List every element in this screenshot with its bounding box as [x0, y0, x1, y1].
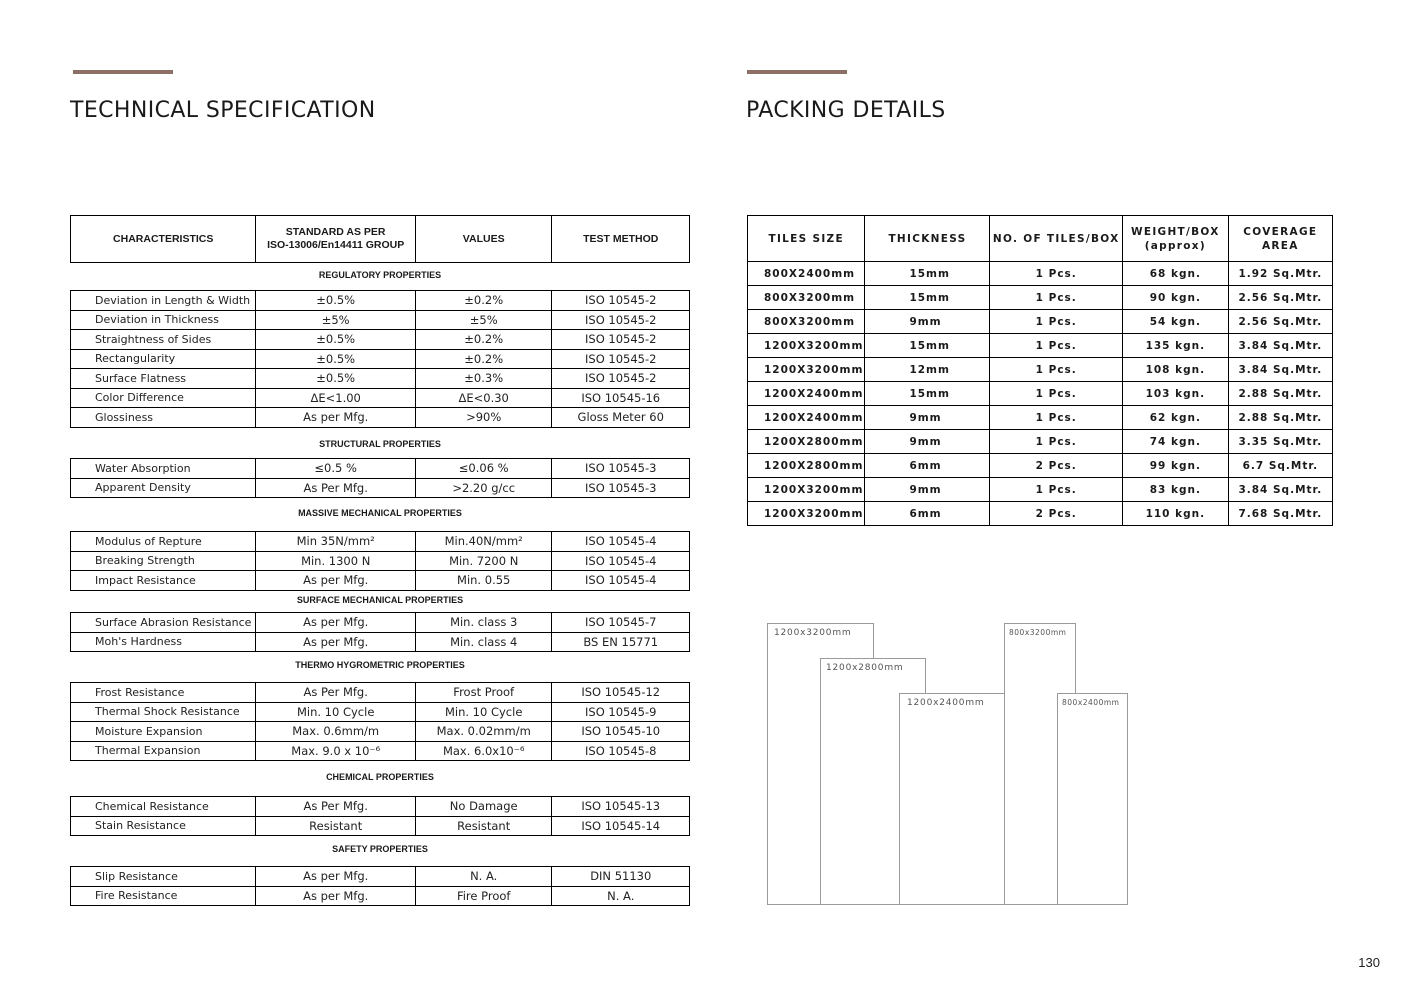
spec-cell: ≤0.5 %: [256, 459, 415, 478]
packing-cell: 9mm: [865, 310, 990, 334]
packing-cell: 1200X3200mm: [748, 502, 865, 526]
packing-cell: 1200X3200mm: [748, 334, 865, 358]
packing-header-cell: TILES SIZE: [748, 216, 865, 262]
packing-header-cell: THICKNESS: [865, 216, 990, 262]
spec-cell: ISO 10545-3: [585, 461, 657, 476]
spec-cell: Impact Resistance: [71, 571, 256, 590]
spec-header-cell: TEST METHOD: [583, 232, 659, 245]
spec-cell: >90%: [416, 408, 553, 427]
packing-cell: 9mm: [865, 430, 990, 454]
spec-cell: Breaking Strength: [71, 552, 256, 571]
table-row: [71, 633, 689, 653]
spec-cell: Surface Abrasion Resistance: [71, 613, 256, 632]
table-row: [748, 430, 1333, 454]
spec-cell: ±0.2%: [416, 350, 553, 369]
table-row: [71, 867, 689, 887]
table-row: [748, 310, 1333, 334]
packing-cell: 99 kgn.: [1123, 454, 1229, 478]
spec-cell: Gloss Meter 60: [577, 410, 664, 425]
spec-header-cell: CHARACTERISTICS: [71, 216, 256, 262]
table-row: [748, 382, 1333, 406]
spec-cell: Slip Resistance: [71, 867, 256, 886]
tile-label: 1200x3200mm: [774, 628, 852, 638]
packing-cell: 2.56 Sq.Mtr.: [1228, 286, 1332, 310]
packing-cell: 12mm: [865, 358, 990, 382]
spec-cell: Color Difference: [71, 389, 256, 408]
spec-header-cell: VALUES: [416, 216, 553, 262]
spec-cell: ISO 10545-13: [581, 799, 661, 814]
spec-cell: ISO 10545-2: [585, 371, 657, 386]
table-row: [71, 350, 689, 370]
spec-cell: Frost Resistance: [71, 683, 256, 702]
packing-cell: 1 Pcs.: [990, 382, 1123, 406]
spec-cell: Moh's Hardness: [71, 633, 256, 652]
table-row: [748, 334, 1333, 358]
table-row: [748, 502, 1333, 526]
packing-cell: 800X3200mm: [748, 286, 865, 310]
spec-cell: ISO 10545-9: [585, 704, 657, 719]
spec-cell: ±5%: [256, 311, 415, 330]
spec-cell: As per Mfg.: [256, 887, 415, 906]
spec-cell: ±0.5%: [256, 369, 415, 388]
packing-cell: 7.68 Sq.Mtr.: [1228, 502, 1332, 526]
packing-cell: 6mm: [865, 502, 990, 526]
spec-cell: ISO 10545-4: [585, 534, 657, 549]
spec-cell: Max. 6.0x10⁻⁶: [416, 742, 553, 761]
table-row: [71, 703, 689, 723]
packing-cell: 68 kgn.: [1123, 262, 1229, 286]
packing-cell: 2.88 Sq.Mtr.: [1228, 382, 1332, 406]
spec-cell: Deviation in Thickness: [71, 311, 256, 330]
table-row: [71, 389, 689, 409]
spec-cell: Thermal Expansion: [71, 742, 256, 761]
table-row: [71, 311, 689, 331]
packing-cell: 1200X3200mm: [748, 358, 865, 382]
spec-cell: Min 35N/mm²: [256, 532, 415, 551]
spec-group-table: [70, 290, 690, 428]
table-row: [71, 330, 689, 350]
table-row: [71, 291, 689, 311]
packing-cell: 2 Pcs.: [990, 454, 1123, 478]
packing-cell: 2.88 Sq.Mtr.: [1228, 406, 1332, 430]
packing-body: [748, 262, 1333, 526]
packing-header-cell: NO. OF TILES/BOX: [990, 216, 1123, 262]
spec-cell: ISO 10545-2: [585, 332, 657, 347]
spec-cell: ±0.5%: [256, 330, 415, 349]
table-row: [71, 479, 689, 499]
tile-label: 1200x2400mm: [907, 698, 985, 708]
packing-cell: 9mm: [865, 406, 990, 430]
spec-cell: ISO 10545-4: [585, 553, 657, 568]
packing-cell: 1 Pcs.: [990, 478, 1123, 502]
spec-cell: Straightness of Sides: [71, 330, 256, 349]
spec-cell: ISO 10545-2: [585, 351, 657, 366]
spec-cell: ΔE<0.30: [416, 389, 553, 408]
packing-cell: 62 kgn.: [1123, 406, 1229, 430]
packing-cell: 54 kgn.: [1123, 310, 1229, 334]
spec-group-title: THERMO HYGROMETRIC PROPERTIES: [295, 660, 465, 670]
packing-cell: 110 kgn.: [1123, 502, 1229, 526]
spec-cell: As per Mfg.: [256, 633, 415, 652]
spec-cell: Min. 0.55: [416, 571, 553, 590]
table-row: [748, 286, 1333, 310]
spec-cell: No Damage: [416, 797, 553, 816]
table-row: [71, 742, 689, 762]
spec-cell: As per Mfg.: [256, 867, 415, 886]
spec-cell: ISO 10545-12: [581, 685, 661, 700]
tile-1200x2400: [899, 693, 1005, 905]
spec-cell: Glossiness: [71, 408, 256, 427]
spec-cell: ±0.3%: [416, 369, 553, 388]
spec-cell: ISO 10545-2: [585, 312, 657, 327]
spec-cell: N. A.: [607, 888, 635, 903]
packing-cell: 9mm: [865, 478, 990, 502]
spec-cell: As Per Mfg.: [256, 683, 415, 702]
page-number: 130: [1358, 955, 1380, 970]
tile-label: 1200x2800mm: [826, 663, 904, 673]
packing-cell: 3.84 Sq.Mtr.: [1228, 358, 1332, 382]
spec-cell: ≤0.06 %: [416, 459, 553, 478]
spec-group-table: [70, 866, 690, 906]
spec-cell: ±5%: [416, 311, 553, 330]
packing-header-cell: WEIGHT/BOX (approx): [1123, 216, 1229, 262]
packing-cell: 1 Pcs.: [990, 358, 1123, 382]
packing-cell: 15mm: [865, 286, 990, 310]
spec-cell: Min. class 3: [416, 613, 553, 632]
packing-cell: 1200X3200mm: [748, 478, 865, 502]
spec-cell: Thermal Shock Resistance: [71, 703, 256, 722]
spec-cell: ISO 10545-16: [581, 390, 661, 405]
table-row: [71, 408, 689, 428]
table-row: [71, 532, 689, 552]
spec-table-header: [70, 215, 690, 263]
spec-cell: As per Mfg.: [256, 408, 415, 427]
spec-cell: As per Mfg.: [256, 613, 415, 632]
tile-label: 800x3200mm: [1009, 628, 1067, 637]
table-row: [748, 358, 1333, 382]
table-row: [71, 459, 689, 479]
spec-cell: DIN 51130: [590, 869, 652, 884]
spec-header-cell: STANDARD AS PER ISO-13006/En14411 GROUP: [256, 216, 415, 262]
spec-group-title: SAFETY PROPERTIES: [332, 844, 428, 854]
packing-cell: 1200X2800mm: [748, 430, 865, 454]
spec-cell: ISO 10545-8: [585, 743, 657, 758]
packing-cell: 3.35 Sq.Mtr.: [1228, 430, 1332, 454]
packing-cell: 1 Pcs.: [990, 310, 1123, 334]
packing-cell: 15mm: [865, 262, 990, 286]
packing-cell: 103 kgn.: [1123, 382, 1229, 406]
spec-cell: BS EN 15771: [583, 634, 659, 649]
spec-cell: Fire Proof: [416, 887, 553, 906]
spec-cell: Max. 9.0 x 10⁻⁶: [256, 742, 415, 761]
spec-cell: ISO 10545-2: [585, 293, 657, 308]
table-row: [71, 887, 689, 907]
packing-cell: 83 kgn.: [1123, 478, 1229, 502]
spec-group-title: MASSIVE MECHANICAL PROPERTIES: [298, 508, 462, 518]
packing-cell: 1.92 Sq.Mtr.: [1228, 262, 1332, 286]
spec-cell: Min. 10 Cycle: [256, 703, 415, 722]
table-row: [71, 369, 689, 389]
spec-cell: Min. 1300 N: [256, 552, 415, 571]
spec-cell: N. A.: [416, 867, 553, 886]
spec-group-table: [70, 682, 690, 761]
spec-cell: Stain Resistance: [71, 817, 256, 836]
tile-label: 800x2400mm: [1062, 698, 1120, 707]
spec-cell: Min. 10 Cycle: [416, 703, 553, 722]
packing-cell: 15mm: [865, 382, 990, 406]
spec-group-title: SURFACE MECHANICAL PROPERTIES: [296, 595, 464, 605]
spec-cell: Resistant: [256, 817, 415, 836]
spec-cell: Min. 7200 N: [416, 552, 553, 571]
packing-cell: 1 Pcs.: [990, 262, 1123, 286]
packing-cell: 800X3200mm: [748, 310, 865, 334]
spec-cell: ISO 10545-7: [585, 615, 657, 630]
spec-cell: Surface Flatness: [71, 369, 256, 388]
spec-cell: Rectangularity: [71, 350, 256, 369]
spec-cell: Min. class 4: [416, 633, 553, 652]
spec-cell: Chemical Resistance: [71, 797, 256, 816]
packing-cell: 15mm: [865, 334, 990, 358]
table-row: [71, 552, 689, 572]
spec-group-table: [70, 531, 690, 591]
table-row: [748, 262, 1333, 286]
spec-cell: ±0.2%: [416, 330, 553, 349]
packing-cell: 6.7 Sq.Mtr.: [1228, 454, 1332, 478]
table-row: [71, 683, 689, 703]
table-row: [71, 797, 689, 817]
packing-cell: 90 kgn.: [1123, 286, 1229, 310]
table-row: [748, 478, 1333, 502]
table-row: [71, 571, 689, 591]
packing-cell: 1 Pcs.: [990, 406, 1123, 430]
table-row: [748, 406, 1333, 430]
packing-cell: 135 kgn.: [1123, 334, 1229, 358]
spec-cell: As per Mfg.: [256, 571, 415, 590]
packing-cell: 1 Pcs.: [990, 286, 1123, 310]
spec-cell: ISO 10545-14: [581, 818, 661, 833]
spec-cell: As Per Mfg.: [256, 797, 415, 816]
spec-cell: Min.40N/mm²: [416, 532, 553, 551]
packing-cell: 108 kgn.: [1123, 358, 1229, 382]
table-row: [71, 817, 689, 837]
spec-title: TECHNICAL SPECIFICATION: [70, 98, 376, 123]
packing-table: [747, 215, 1333, 526]
table-row: [748, 454, 1333, 478]
spec-cell: ΔE<1.00: [256, 389, 415, 408]
spec-accent-bar: [73, 70, 173, 74]
spec-cell: ISO 10545-4: [585, 573, 657, 588]
table-row: [71, 722, 689, 742]
spec-group-title: CHEMICAL PROPERTIES: [326, 772, 434, 782]
spec-cell: ISO 10545-10: [581, 724, 661, 739]
spec-cell: Frost Proof: [416, 683, 553, 702]
spec-group-table: [70, 796, 690, 836]
packing-cell: 3.84 Sq.Mtr.: [1228, 478, 1332, 502]
spec-cell: Apparent Density: [71, 479, 256, 498]
packing-cell: 800X2400mm: [748, 262, 865, 286]
packing-cell: 1 Pcs.: [990, 430, 1123, 454]
spec-cell: Resistant: [416, 817, 553, 836]
spec-group-table: [70, 612, 690, 652]
tile-800x2400: [1057, 693, 1128, 905]
spec-cell: ±0.2%: [416, 291, 553, 310]
spec-cell: ISO 10545-3: [585, 480, 657, 495]
spec-cell: Moisture Expansion: [71, 722, 256, 741]
spec-cell: Max. 0.02mm/m: [416, 722, 553, 741]
packing-cell: 2 Pcs.: [990, 502, 1123, 526]
packing-cell: 2.56 Sq.Mtr.: [1228, 310, 1332, 334]
spec-cell: Water Absorption: [71, 459, 256, 478]
spec-cell: Fire Resistance: [71, 887, 256, 906]
packing-header-row: [748, 216, 1333, 262]
spec-cell: Max. 0.6mm/m: [256, 722, 415, 741]
spec-group-title: STRUCTURAL PROPERTIES: [319, 439, 441, 449]
spec-cell: As Per Mfg.: [256, 479, 415, 498]
spec-cell: Modulus of Repture: [71, 532, 256, 551]
packing-accent-bar: [747, 70, 847, 74]
packing-cell: 74 kgn.: [1123, 430, 1229, 454]
table-row: [71, 613, 689, 633]
packing-cell: 1 Pcs.: [990, 334, 1123, 358]
packing-cell: 1200X2400mm: [748, 406, 865, 430]
packing-cell: 6mm: [865, 454, 990, 478]
spec-cell: ±0.5%: [256, 291, 415, 310]
packing-cell: 1200X2800mm: [748, 454, 865, 478]
spec-cell: >2.20 g/cc: [416, 479, 553, 498]
packing-header-cell: COVERAGE AREA: [1228, 216, 1332, 262]
spec-group-table: [70, 458, 690, 498]
spec-group-title: REGULATORY PROPERTIES: [318, 270, 442, 280]
spec-cell: Deviation in Length & Width: [71, 291, 256, 310]
spec-cell: ±0.5%: [256, 350, 415, 369]
packing-cell: 1200X2400mm: [748, 382, 865, 406]
packing-title: PACKING DETAILS: [746, 98, 946, 123]
packing-cell: 3.84 Sq.Mtr.: [1228, 334, 1332, 358]
